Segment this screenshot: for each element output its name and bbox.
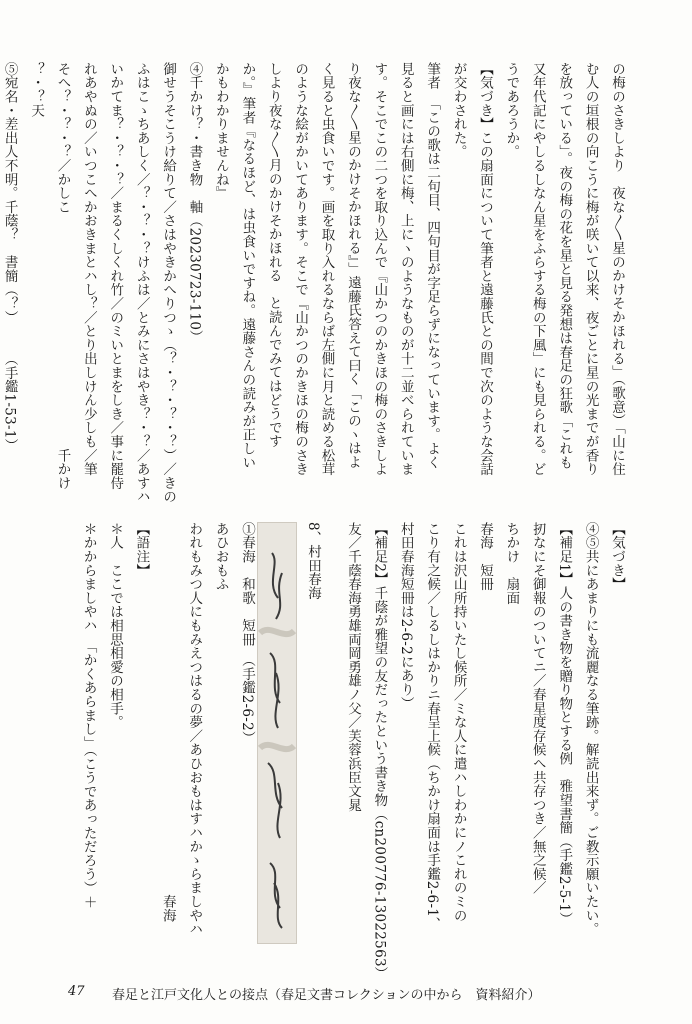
text-column: しより夜な〳〵月のかけそかほれる と読んでみてはどうです	[265, 62, 282, 449]
text-column: の梅のさきしより 夜な〳〵星のかけそかほれる」（歌意）「山に住	[609, 62, 625, 476]
text-column: ④千かけ？・書き物 軸（20230723-110）	[186, 62, 203, 345]
text-column: 扨なにそ御報のついてニ／春星度存候へ共存つき／無之候／	[529, 522, 546, 895]
text-column: 【語注】	[133, 522, 150, 578]
text-column: ちかけ 扇面	[503, 522, 520, 605]
bottom-right-text-block	[330, 522, 630, 981]
top-text-block	[1, 62, 630, 504]
section-8-heading: 8、村田春海	[305, 522, 321, 600]
text-column: われもみつ人にもみえつはるの夢／あひおもはすハかゝらましやハ	[186, 522, 203, 936]
text-column: あひおもふ	[212, 522, 229, 591]
text-column: く見ると虫食いです。画を取り入れるならば左側に月と読める松茸	[318, 62, 335, 476]
text-column: 御せうそこうけ給りて／さはやきかへりつゝ（？・？・？・？）／きの	[160, 62, 177, 504]
text-column: り夜な〳〵星のかけそかほれる』」遠藤氏答えて曰く「このヽはよ	[344, 62, 361, 469]
text-column: ？・？天	[28, 62, 45, 118]
text-column: ＊人 ここでは相思相愛の相手。	[106, 522, 123, 729]
text-column: か。』筆者『なるほど、は虫食いですね。遠藤さんの読みが正しい	[239, 62, 256, 470]
text-column: うであろうか。	[503, 62, 520, 159]
text-column: のような絵がかいてあります。そこで『山かつのかきほの梅のさき	[292, 62, 309, 476]
text-column: 又年代記にやしるしなん星をふらする梅の下風」にも見られる。ど	[529, 62, 546, 476]
text-column: 筆者 「この歌は二句目、四句目が字足らずになっています。よく	[424, 62, 441, 470]
running-title: 春足と江戸文化人との接点（春足文書コレクションの中から 資料紹介）	[112, 988, 541, 1003]
text-column: 【補足1】人の書き物を贈り物とする例 雅望書簡（手鑑2-5-1）	[556, 522, 573, 927]
text-column: 友／千蔭春海勇雄両岡勇雄ノ父／芙蓉浜臣文晁	[344, 522, 361, 812]
calligraphy-strokes	[258, 523, 296, 943]
text-column: ①春海 和歌 短冊 （手鑑2-6-2）	[239, 522, 255, 745]
section-title	[300, 522, 326, 622]
page-number: 47	[68, 984, 85, 999]
text-column: ＊かからましやハ 「かくあらまし」（こうであっただろう）＋	[80, 522, 97, 909]
text-column: 村田春海短冊は2-6-2にあり）	[397, 522, 414, 711]
text-column: 【補足2】千蔭が雅望の友だったという書き物（cn200776-13022563）	[371, 522, 388, 981]
text-column: こり有之候／しるしはかりニ春呈上候（ちかけ扇面は手鑑2-6-1、	[424, 522, 441, 931]
text-column: 見ると画には右側に梅、上にヽのようなものが十二並べられていま	[397, 62, 414, 476]
bottom-left-text-block	[80, 522, 260, 962]
text-column: ④⑤共にあまりにも流麗なる筆跡。解読出来ず。ご教示願いたい。	[582, 522, 599, 936]
text-column: ふはこゝちあしく／？・？・？けふは／とみにさはやき？・？／あすハ	[133, 62, 150, 504]
text-column: れあやぬの／いつこへかおきまとハし？／とり出しけん少しも／筆	[80, 62, 97, 476]
text-column: いかてま？・？・？／まるくしくれ竹／のミいとまをしき／事に罷侍	[107, 62, 124, 490]
text-column: これは沢山所持いたし候所／ミな人に遣ハしわかにノこれのミの	[450, 522, 467, 923]
text-column: 【気づき】この扇面について筆者と遠藤氏との間で次のような会話	[476, 62, 493, 476]
text-column: 【気づき】	[609, 522, 625, 591]
text-column: 春海	[159, 522, 176, 923]
text-column: ⑤宛名・差出人不明。千蔭？ 書簡（？） （手鑑1-53-1）	[1, 62, 18, 453]
text-column: かもわかりませんね』	[212, 62, 229, 200]
text-column: を放っている」。夜の梅の花を星と見る発想は春足の狂歌「これも	[556, 62, 573, 470]
text-column: が交わされた。	[450, 62, 467, 159]
text-column: そへ？・？・？／かしこ 千かけ	[54, 62, 71, 490]
calligraphy-image	[257, 522, 297, 944]
text-column: む人の垣根の向こうに梅が咲いて以来、夜ごとに星の光までが香り	[582, 62, 599, 476]
text-column: 春海 短冊	[476, 522, 493, 591]
text-column: す。そこでこの二つを取り込んで『山かつのかきほの梅のさきしよ	[371, 62, 388, 476]
